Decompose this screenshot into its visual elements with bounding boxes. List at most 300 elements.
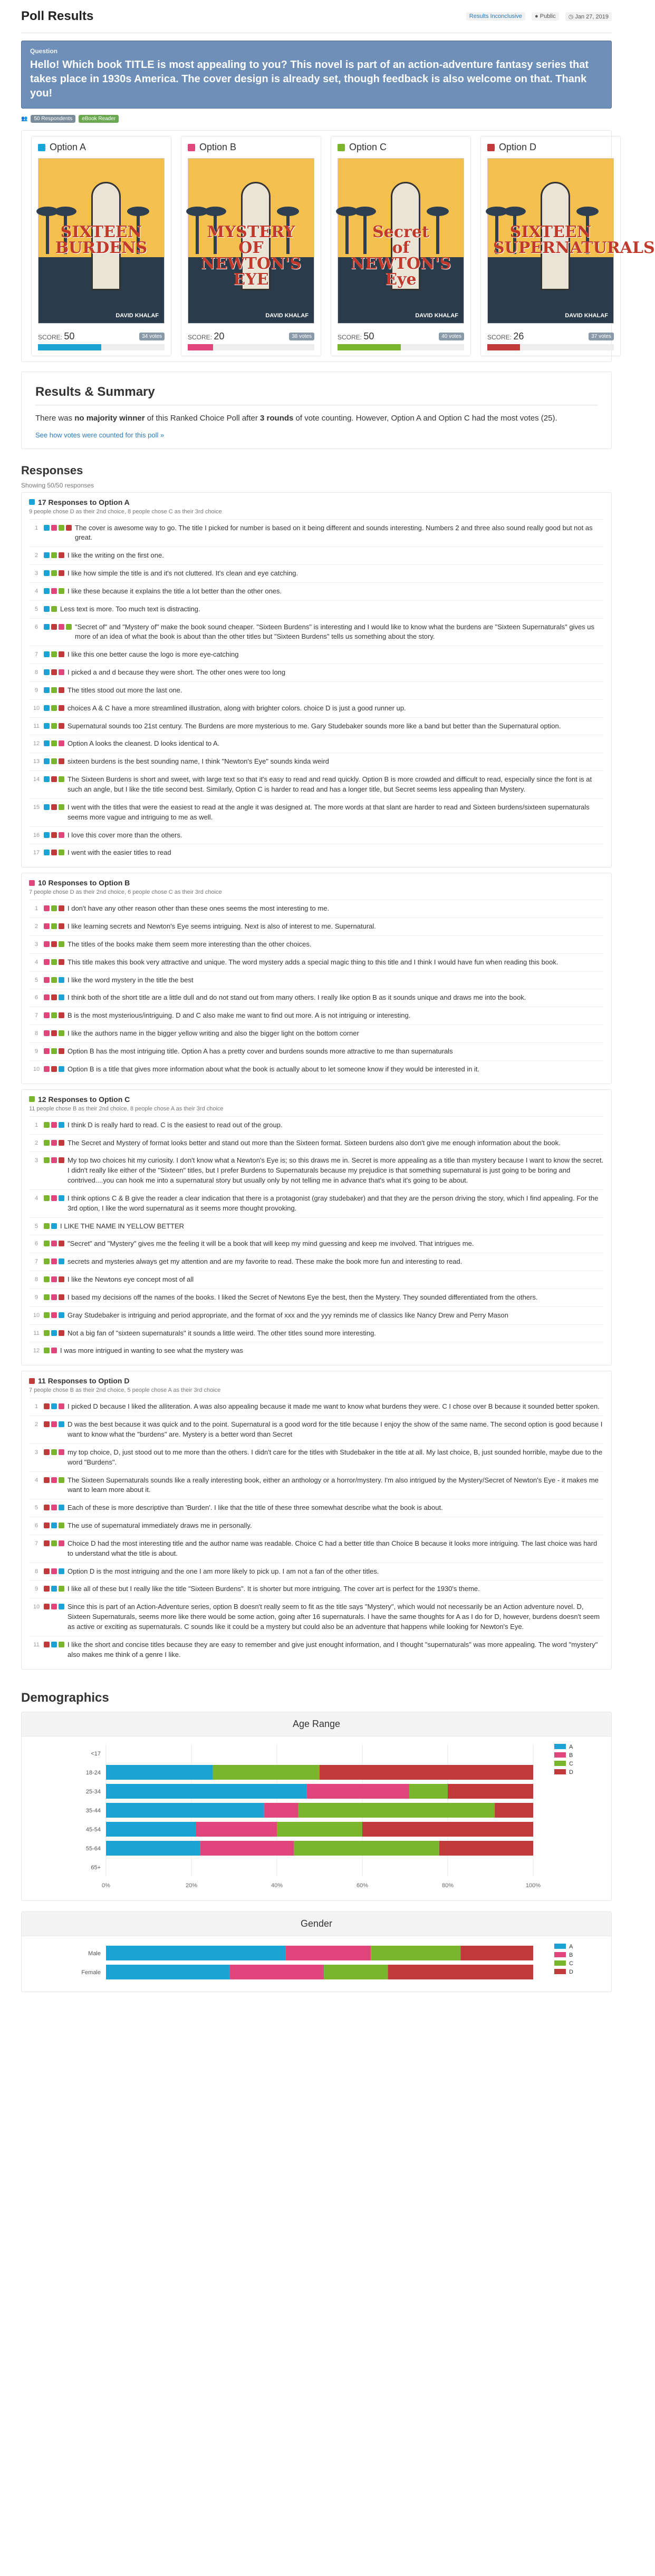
response-row — [29, 1499, 604, 1517]
cover-title-line: OF — [238, 238, 264, 257]
option-color-swatch — [29, 499, 35, 505]
choice-swatch — [59, 1241, 64, 1246]
respondents-tag[interactable]: 50 Respondents — [31, 115, 75, 123]
response-text: I like the authors name in the bigger yellow writing and also the bigger light on the bottom corner — [68, 1029, 359, 1038]
book-cover-image[interactable] — [188, 158, 314, 324]
legend-swatch — [554, 1960, 566, 1966]
response-number: 9 — [34, 687, 38, 694]
choice-swatch — [59, 687, 64, 693]
response-text: Option D is the most intriguing and the one I am more likely to pick up. I am not a fan of the other titles. — [68, 1567, 379, 1575]
question-label: Question — [30, 47, 58, 55]
bar-segment — [106, 1803, 264, 1818]
choice-ranking — [44, 686, 64, 696]
option-card[interactable] — [181, 136, 321, 356]
response-row — [29, 735, 604, 753]
choice-swatch — [44, 804, 50, 810]
response-text: I like the writing on the first one. — [68, 551, 164, 560]
bar-segment — [294, 1841, 439, 1856]
choice-swatch — [59, 923, 64, 929]
poll-meta — [466, 12, 612, 21]
choice-ranking — [44, 1503, 64, 1513]
response-number: 10 — [33, 1604, 40, 1611]
response-row — [29, 826, 604, 844]
choice-ranking — [44, 993, 64, 1003]
cover-title-line: BURDENS — [55, 238, 148, 257]
choice-swatch — [59, 1505, 64, 1510]
response-text: my top choice, D, just stood out to me more than the others. I didn't care for the titles with Studebaker in the title at all. My last choice, B, just sounded horrible, maybe due to the word "Burdens". — [68, 1448, 603, 1466]
responses-list — [21, 492, 612, 1670]
choice-swatch — [44, 923, 50, 929]
response-row — [29, 1253, 604, 1271]
response-row — [29, 1217, 604, 1235]
response-row — [29, 935, 604, 953]
book-cover-image[interactable] — [38, 158, 165, 324]
question-box — [21, 41, 612, 109]
response-row — [29, 798, 604, 826]
choice-swatch — [59, 669, 64, 675]
choice-swatch — [51, 1312, 57, 1318]
choice-swatch — [51, 776, 57, 782]
choice-swatch — [51, 687, 57, 693]
response-text: I think D is really hard to read. C is the easiest to read out of the group. — [68, 1120, 283, 1129]
response-row — [29, 844, 604, 862]
response-row — [29, 717, 604, 735]
choice-ranking — [44, 1138, 64, 1148]
book-cover-image[interactable] — [487, 158, 655, 324]
choice-swatch — [51, 1586, 57, 1592]
results-status-link[interactable]: Results Inconclusive — [466, 12, 525, 21]
legend-label: C — [569, 1960, 573, 1967]
choice-ranking — [44, 1521, 64, 1531]
choice-swatch — [51, 552, 57, 558]
choice-swatch — [59, 1421, 64, 1427]
bar-segment — [307, 1784, 409, 1799]
cover-title — [44, 222, 159, 257]
response-number: 13 — [33, 758, 40, 765]
y-category-label: 25-34 — [85, 1788, 101, 1795]
response-number: 17 — [33, 850, 40, 856]
votes-badge: 34 votes — [139, 333, 165, 340]
choice-ranking — [44, 803, 64, 823]
choice-swatch — [44, 1066, 50, 1072]
response-text: "Secret of" and "Mystery of" make the book sound cheaper. "Sixteen Burdens" is interesting and I would like to know what the burdens are "Sixteen Supernaturals" gives us more of an idea of what the book is about than the other titles but "Sixteen Burdens" tells us something about the story. — [75, 622, 595, 641]
bar-segment — [230, 1965, 324, 1979]
score-label: SCORE: — [338, 334, 362, 341]
results-text-mid: of this Ranked Choice Poll after — [145, 414, 261, 423]
y-category-label: 35-44 — [85, 1807, 101, 1814]
choice-swatch — [51, 1157, 57, 1163]
response-group — [21, 873, 612, 1084]
choice-swatch — [44, 1348, 50, 1353]
legend-label: D — [569, 1968, 573, 1975]
choice-swatch — [44, 1540, 50, 1546]
choice-swatch — [44, 606, 50, 612]
response-number: 6 — [34, 1523, 38, 1529]
response-number: 2 — [34, 923, 38, 930]
choice-swatch — [44, 1604, 50, 1609]
choice-swatch — [44, 1403, 50, 1409]
cover-author: DAVID KHALAF — [565, 313, 608, 319]
response-number: 4 — [34, 959, 38, 965]
choice-swatch — [59, 1066, 64, 1072]
choice-swatch — [51, 1223, 57, 1229]
response-row — [29, 1443, 604, 1471]
choice-swatch — [44, 1642, 50, 1647]
chart-title: Gender — [22, 1912, 611, 1936]
score-bar-fill — [338, 344, 401, 350]
choice-ranking — [44, 1420, 64, 1440]
response-number: 5 — [34, 1505, 38, 1511]
response-number: 11 — [33, 723, 40, 729]
response-number: 16 — [33, 832, 40, 838]
device-tag[interactable]: eBook Reader — [79, 115, 119, 123]
choice-swatch — [44, 570, 50, 576]
response-text: The use of supernatural immediately draws me in personally. — [68, 1521, 252, 1530]
choice-ranking — [44, 1011, 64, 1021]
cover-title — [493, 222, 655, 257]
score-number: 20 — [214, 331, 225, 341]
choice-ranking — [44, 1584, 64, 1594]
demographic-chart — [21, 1712, 612, 1901]
response-row — [29, 1471, 604, 1499]
response-group — [21, 492, 612, 868]
option-label: Option A — [50, 142, 86, 152]
choice-swatch — [51, 923, 57, 929]
response-row — [29, 547, 604, 564]
response-group-header — [29, 1095, 604, 1104]
question-text: Hello! Which book TITLE is most appealing to you? This novel is part of an action-adventure fantasy series that takes place in 1930s America. The cover design is already set, though feedback is also welcome on that. Thank you! — [30, 59, 589, 99]
option-label: Option C — [349, 142, 387, 152]
choice-swatch — [44, 624, 50, 630]
response-number: 1 — [34, 905, 38, 912]
choice-swatch — [51, 669, 57, 675]
choice-swatch — [51, 1642, 57, 1647]
response-row — [29, 1416, 604, 1443]
results-summary — [21, 372, 612, 449]
response-number: 6 — [34, 623, 38, 630]
choice-swatch — [44, 1505, 50, 1510]
option-card[interactable] — [31, 136, 171, 356]
response-row — [29, 1324, 604, 1342]
choice-swatch — [59, 1449, 64, 1455]
vote-count-link[interactable]: See how votes were counted for this poll » — [35, 431, 165, 439]
cover-author: DAVID KHALAF — [265, 313, 309, 319]
choice-swatch — [44, 1223, 50, 1229]
option-header — [38, 142, 165, 153]
bar-segment — [200, 1841, 294, 1856]
choice-swatch — [51, 1276, 57, 1282]
response-number: 3 — [34, 1157, 38, 1164]
response-text: The titles stood out more the last one. — [68, 686, 182, 694]
choice-swatch — [51, 1048, 57, 1054]
response-text: I was more intrigued in wanting to see what the mystery was — [60, 1346, 243, 1355]
choice-ranking — [44, 975, 64, 985]
bar-segment — [106, 1965, 230, 1979]
choice-swatch — [44, 832, 50, 838]
choice-swatch — [51, 1505, 57, 1510]
response-number: 12 — [33, 740, 40, 747]
choice-ranking — [44, 650, 64, 660]
score-row — [487, 331, 614, 342]
choice-swatch — [51, 994, 57, 1000]
response-row — [29, 681, 604, 699]
response-group-title: 10 Responses to Option B — [38, 879, 130, 887]
bar-segment — [495, 1803, 533, 1818]
choice-swatch — [51, 804, 57, 810]
response-number: 5 — [34, 1223, 38, 1230]
choice-swatch — [44, 959, 50, 965]
choice-swatch — [59, 1642, 64, 1647]
score-bar — [188, 344, 314, 350]
score-number: 26 — [513, 331, 524, 341]
response-number: 2 — [34, 1421, 38, 1428]
response-number: 3 — [34, 941, 38, 948]
response-text: I think options C & B give the reader a clear indication that there is a protagonist (gray studebaker) and that they are the person driving the story, which I find appealing. For the 3rd option, I like the word supernatural as it seems more thought provoking. — [68, 1194, 599, 1212]
score-value — [487, 331, 524, 342]
choice-ranking — [44, 775, 64, 795]
choice-swatch — [51, 1348, 57, 1353]
score-bar — [38, 344, 165, 350]
cover-author: DAVID KHALAF — [415, 313, 458, 319]
option-card[interactable] — [480, 136, 655, 356]
options-panel — [21, 130, 655, 362]
choice-ranking — [44, 523, 72, 543]
chart-svg — [22, 1936, 611, 1989]
option-card[interactable] — [331, 136, 471, 356]
response-number: 4 — [34, 1477, 38, 1484]
response-group-title: 12 Responses to Option C — [38, 1095, 130, 1104]
bar-segment — [277, 1822, 362, 1837]
response-row — [29, 1042, 604, 1060]
response-number: 3 — [34, 1449, 38, 1456]
choice-swatch — [51, 1523, 57, 1528]
choice-swatch — [51, 606, 57, 612]
choice-swatch — [44, 669, 50, 675]
response-row — [29, 1271, 604, 1289]
response-row — [29, 900, 604, 918]
legend-swatch — [554, 1969, 566, 1974]
response-row — [29, 1152, 604, 1189]
choice-ranking — [44, 1567, 64, 1577]
response-text: The Sixteen Burdens is short and sweet, with large text so that it's easy to read and read quickly. Option B is more crowded and difficult to read, especially since the font is at such an angle, but I like the title second best. Similarly, Option C is harder to read and has a longer title, but Secret seems less appealing than Mystery. — [68, 775, 592, 793]
response-text: Not a big fan of "sixteen supernaturals" it sounds a little weird. The other titles sound more interesting. — [68, 1329, 376, 1337]
choice-swatch — [44, 776, 50, 782]
response-group-subtitle: 7 people chose B as their 2nd choice, 5 people chose A as their 3rd choice — [29, 1387, 221, 1394]
bar-segment — [460, 1946, 533, 1960]
choice-swatch — [51, 1012, 57, 1018]
response-row — [29, 1535, 604, 1563]
choice-ranking — [44, 904, 64, 914]
choice-swatch — [44, 850, 50, 855]
choice-swatch — [51, 1258, 57, 1264]
cover-title-line: Secret — [372, 222, 429, 241]
choice-swatch — [44, 1122, 50, 1128]
responses-count: Showing 50/50 responses — [21, 481, 94, 489]
choice-swatch — [59, 1195, 64, 1201]
choice-swatch — [44, 1449, 50, 1455]
response-group — [21, 1371, 612, 1669]
response-row — [29, 989, 604, 1007]
choice-swatch — [44, 1421, 50, 1427]
response-text: Supernatural sounds too 21st century. The Burdens are more mysterious to me. Gary Studebaker sounds more like a band but better than the Supernatural option. — [68, 721, 561, 730]
response-text: I like how simple the title is and it's not cluttered. It's clean and eye catching. — [68, 569, 298, 578]
response-number: 8 — [34, 669, 38, 676]
choice-swatch — [44, 1195, 50, 1201]
response-text: D was the best because it was quick and to the point. Supernatural is a good word for the title because I enjoy the show of the same name. The second option is good because I want to know what the "burdens" are. Mystery is a better word than Secret — [68, 1420, 603, 1438]
x-tick-label: 0% — [102, 1882, 110, 1889]
choice-ranking — [44, 1194, 64, 1214]
book-cover-image[interactable] — [338, 158, 464, 324]
choice-swatch — [44, 1140, 50, 1146]
response-row — [29, 1563, 604, 1580]
choice-swatch — [44, 1568, 50, 1574]
choice-swatch — [59, 705, 64, 711]
response-text: Gray Studebaker is intriguing and period appropriate, and the format of xxx and the yyy reminds me of classics like Nancy Drew and Perry Mason — [68, 1311, 509, 1319]
bar-segment — [213, 1765, 320, 1780]
legend-swatch — [554, 1944, 566, 1949]
choice-swatch — [44, 1012, 50, 1018]
score-value — [338, 331, 374, 342]
cover-title-line: MYSTERY — [207, 222, 295, 241]
response-number: 12 — [33, 1348, 40, 1354]
choice-swatch — [59, 740, 64, 746]
choice-swatch — [44, 1157, 50, 1163]
choice-swatch — [51, 1568, 57, 1574]
bar-segment — [324, 1965, 388, 1979]
responses-heading: Responses — [21, 463, 83, 477]
x-tick-label: 20% — [185, 1882, 198, 1889]
choice-swatch — [51, 1421, 57, 1427]
y-category-label: <17 — [91, 1750, 101, 1757]
choice-swatch — [51, 758, 57, 764]
choice-swatch — [51, 570, 57, 576]
option-header — [487, 142, 614, 153]
legend-swatch — [554, 1744, 566, 1749]
response-text: I like the word mystery in the title the best — [68, 975, 194, 984]
legend-label: D — [569, 1769, 573, 1775]
response-row — [29, 1116, 604, 1134]
choice-swatch — [59, 1294, 64, 1300]
cover-author: DAVID KHALAF — [115, 313, 159, 319]
choice-ranking — [44, 940, 64, 950]
choice-swatch — [51, 1540, 57, 1546]
option-color-swatch — [29, 1096, 35, 1102]
response-text: sixteen burdens is the best sounding name, I think "Newton's Eye" sounds kinda weird — [68, 757, 329, 766]
response-row — [29, 600, 604, 618]
response-row — [29, 1235, 604, 1253]
response-text: I LIKE THE NAME IN YELLOW BETTER — [60, 1222, 185, 1230]
response-number: 9 — [34, 1048, 38, 1055]
response-row — [29, 663, 604, 681]
bar-segment — [439, 1841, 533, 1856]
choice-ranking — [44, 922, 64, 932]
score-bar — [338, 344, 464, 350]
people-icon: 👥 — [21, 116, 28, 122]
response-number: 10 — [33, 1312, 40, 1319]
choice-swatch — [59, 959, 64, 965]
choice-ranking — [44, 1029, 64, 1039]
choice-swatch — [44, 1276, 50, 1282]
results-text — [35, 413, 598, 425]
choice-swatch — [51, 832, 57, 838]
choice-swatch — [66, 525, 72, 531]
choice-swatch — [51, 740, 57, 746]
response-text: The Sixteen Supernaturals sounds like a really interesting book, either an anthology or a horror/mystery. I'm also intrigued by the Mystery/Secret of Newton's Eye - it makes me want to learn more about it. — [68, 1476, 599, 1494]
choice-ranking — [44, 704, 64, 714]
response-number: 3 — [34, 570, 38, 577]
response-text: B is the most mysterious/intriguing. D and C also make me want to find out more. A is not intriguing or interesting. — [68, 1011, 411, 1020]
response-text: This title makes this book very attractive and unique. The word mystery adds a special magic thing to this title and I think I would have fun when reading this book. — [68, 958, 558, 966]
choice-swatch — [59, 850, 64, 855]
choice-ranking — [44, 831, 64, 841]
bar-segment — [106, 1784, 307, 1799]
choice-swatch — [51, 1403, 57, 1409]
choice-swatch — [51, 705, 57, 711]
option-color-swatch — [338, 144, 345, 151]
results-heading: Results & Summary — [35, 385, 155, 399]
choice-swatch — [59, 1048, 64, 1054]
response-text: The cover is awesome way to go. The title I picked for number is based on it being different and sounds interesting. Numbers 2 and three also sound really good but not as great. — [75, 523, 593, 542]
choice-ranking — [44, 1640, 64, 1660]
choice-ranking — [44, 1120, 64, 1130]
cover-title — [194, 222, 309, 289]
response-number: 5 — [34, 606, 38, 612]
results-text-end: of vote counting. However, Option A and Option C had the most votes (25). — [293, 414, 557, 423]
response-group-header — [29, 498, 604, 506]
score-number: 50 — [64, 331, 75, 341]
response-number: 2 — [34, 552, 38, 559]
choice-ranking — [44, 587, 64, 597]
choice-ranking — [44, 1239, 64, 1249]
response-row — [29, 1398, 604, 1416]
choice-swatch — [44, 977, 50, 983]
results-text-bold1: no majority winner — [74, 414, 145, 423]
bar-segment — [362, 1822, 533, 1837]
response-number: 11 — [33, 1330, 40, 1336]
response-group-subtitle: 9 people chose D as their 2nd choice, 8 people chose C as their 3rd choice — [29, 508, 222, 515]
choice-swatch — [59, 723, 64, 729]
response-text: I picked D because I liked the alliteration. A was also appealing because it made me want to know what burdens they were. C I chose over B because it sounded better spoken. — [68, 1402, 600, 1411]
response-row — [29, 1289, 604, 1306]
choice-swatch — [44, 1330, 50, 1336]
response-text: Option B is a title that gives more information about what the book is actually about to let someone know if they would be interested in it. — [68, 1065, 480, 1073]
response-row — [29, 699, 604, 717]
option-color-swatch — [188, 144, 195, 151]
bar-segment — [196, 1822, 277, 1837]
option-header — [188, 142, 314, 153]
x-tick-label: 40% — [271, 1882, 283, 1889]
choice-swatch — [51, 588, 57, 594]
choice-swatch — [44, 1258, 50, 1264]
score-bar-fill — [188, 344, 213, 350]
choice-swatch — [51, 1449, 57, 1455]
response-text: I like the Newtons eye concept most of all — [68, 1275, 194, 1284]
y-category-label: 45-54 — [85, 1826, 101, 1833]
choice-ranking — [44, 1402, 64, 1412]
votes-badge: 37 votes — [589, 333, 614, 340]
choice-swatch — [51, 1066, 57, 1072]
cover-title-line: of — [392, 238, 410, 257]
legend-swatch — [554, 1761, 566, 1766]
choice-swatch — [44, 651, 50, 657]
response-number: 9 — [34, 1586, 38, 1593]
x-tick-label: 100% — [525, 1882, 541, 1889]
response-group-subtitle: 7 people chose D as their 2nd choice, 6 people chose C as their 3rd choice — [29, 889, 222, 896]
choice-swatch — [59, 525, 64, 531]
choice-ranking — [44, 1275, 64, 1285]
option-label: Option D — [499, 142, 537, 152]
response-text: "Secret" and "Mystery" gives me the feeling it will be a book that will keep my mind guessing and keep me involved. That intrigues me. — [68, 1240, 474, 1248]
